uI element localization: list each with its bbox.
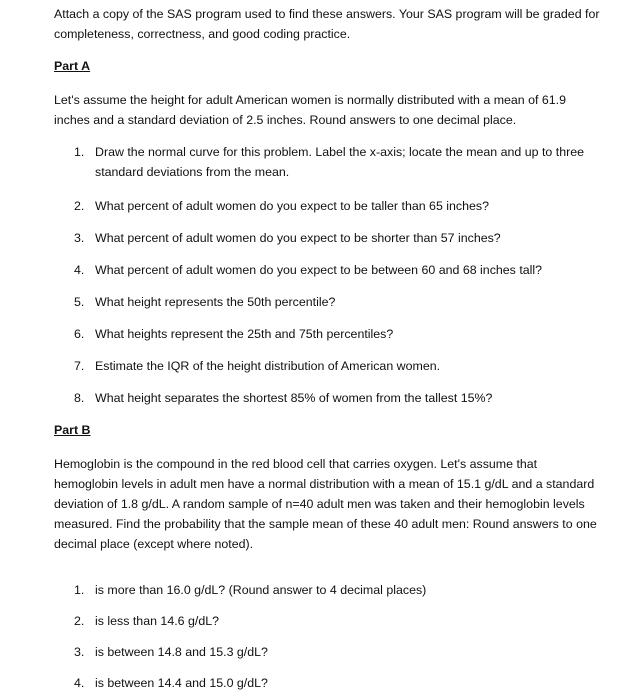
- question-number: 1.: [74, 583, 85, 597]
- question-text: Draw the normal curve for this problem. Label the x-axis; locate the mean and up to three standard deviations from the mean.: [95, 145, 584, 179]
- question-number: 5.: [74, 295, 85, 309]
- document-page: [54, 4, 600, 693]
- list-item: [54, 196, 600, 216]
- part-a-paragraph: Let's assume the height for adult American women is normally distributed with a mean of 61.9 inches and a standard deviation of 2.5 inches. Round answers to one decimal place.: [54, 93, 567, 127]
- question-text: What height represents the 50th percentile?: [95, 295, 336, 309]
- question-text: What heights represent the 25th and 75th percentiles?: [95, 327, 394, 341]
- question-text: What height separates the shortest 85% of women from the tallest 15%?: [95, 391, 493, 405]
- list-item: [54, 292, 600, 312]
- list-item: [54, 142, 600, 182]
- part-b-paragraph: Hemoglobin is the compound in the red blood cell that carries oxygen. Let's assume that hemoglobin levels in adult men have a normal distribution with a mean of 15.1 g/dL and a standard deviation of 1.8 g/dL. A random sample of n=40 adult men was taken and their hemoglobin levels measured. Find the probability that the sample mean of these 40 adult men: Round answers to one decimal place (except where noted).: [54, 457, 597, 551]
- list-item: [54, 580, 600, 600]
- part-a-question-list: [54, 142, 600, 408]
- question-number: 4.: [74, 676, 85, 690]
- list-item: [54, 388, 600, 408]
- list-item: [54, 228, 600, 248]
- question-text: is between 14.8 and 15.3 g/dL?: [95, 645, 268, 659]
- question-number: 3.: [74, 231, 85, 245]
- question-number: 7.: [74, 359, 85, 373]
- intro-paragraph: Attach a copy of the SAS program used to find these answers. Your SAS program will be graded for completeness, correctness, and good coding practice.: [54, 7, 600, 41]
- question-number: 2.: [74, 614, 85, 628]
- question-number: 6.: [74, 327, 85, 341]
- list-item: [54, 611, 600, 631]
- question-text: What percent of adult women do you expect to be between 60 and 68 inches tall?: [95, 263, 543, 277]
- question-number: 1.: [74, 145, 85, 159]
- question-text: is less than 14.6 g/dL?: [95, 614, 219, 628]
- list-item: [54, 324, 600, 344]
- part-a-heading: Part A: [54, 59, 91, 73]
- part-b-heading: Part B: [54, 423, 91, 437]
- question-number: 4.: [74, 263, 85, 277]
- question-text: What percent of adult women do you expect to be taller than 65 inches?: [95, 199, 489, 213]
- question-number: 8.: [74, 391, 85, 405]
- question-text: What percent of adult women do you expect to be shorter than 57 inches?: [95, 231, 501, 245]
- list-item: [54, 642, 600, 662]
- question-text: Estimate the IQR of the height distribution of American women.: [95, 359, 441, 373]
- list-item: [54, 673, 600, 693]
- question-number: 3.: [74, 645, 85, 659]
- part-b-question-list: [54, 580, 600, 693]
- question-text: is more than 16.0 g/dL? (Round answer to 4 decimal places): [95, 583, 427, 597]
- list-item: [54, 356, 600, 376]
- question-text: is between 14.4 and 15.0 g/dL?: [95, 676, 268, 690]
- question-number: 2.: [74, 199, 85, 213]
- list-item: [54, 260, 600, 280]
